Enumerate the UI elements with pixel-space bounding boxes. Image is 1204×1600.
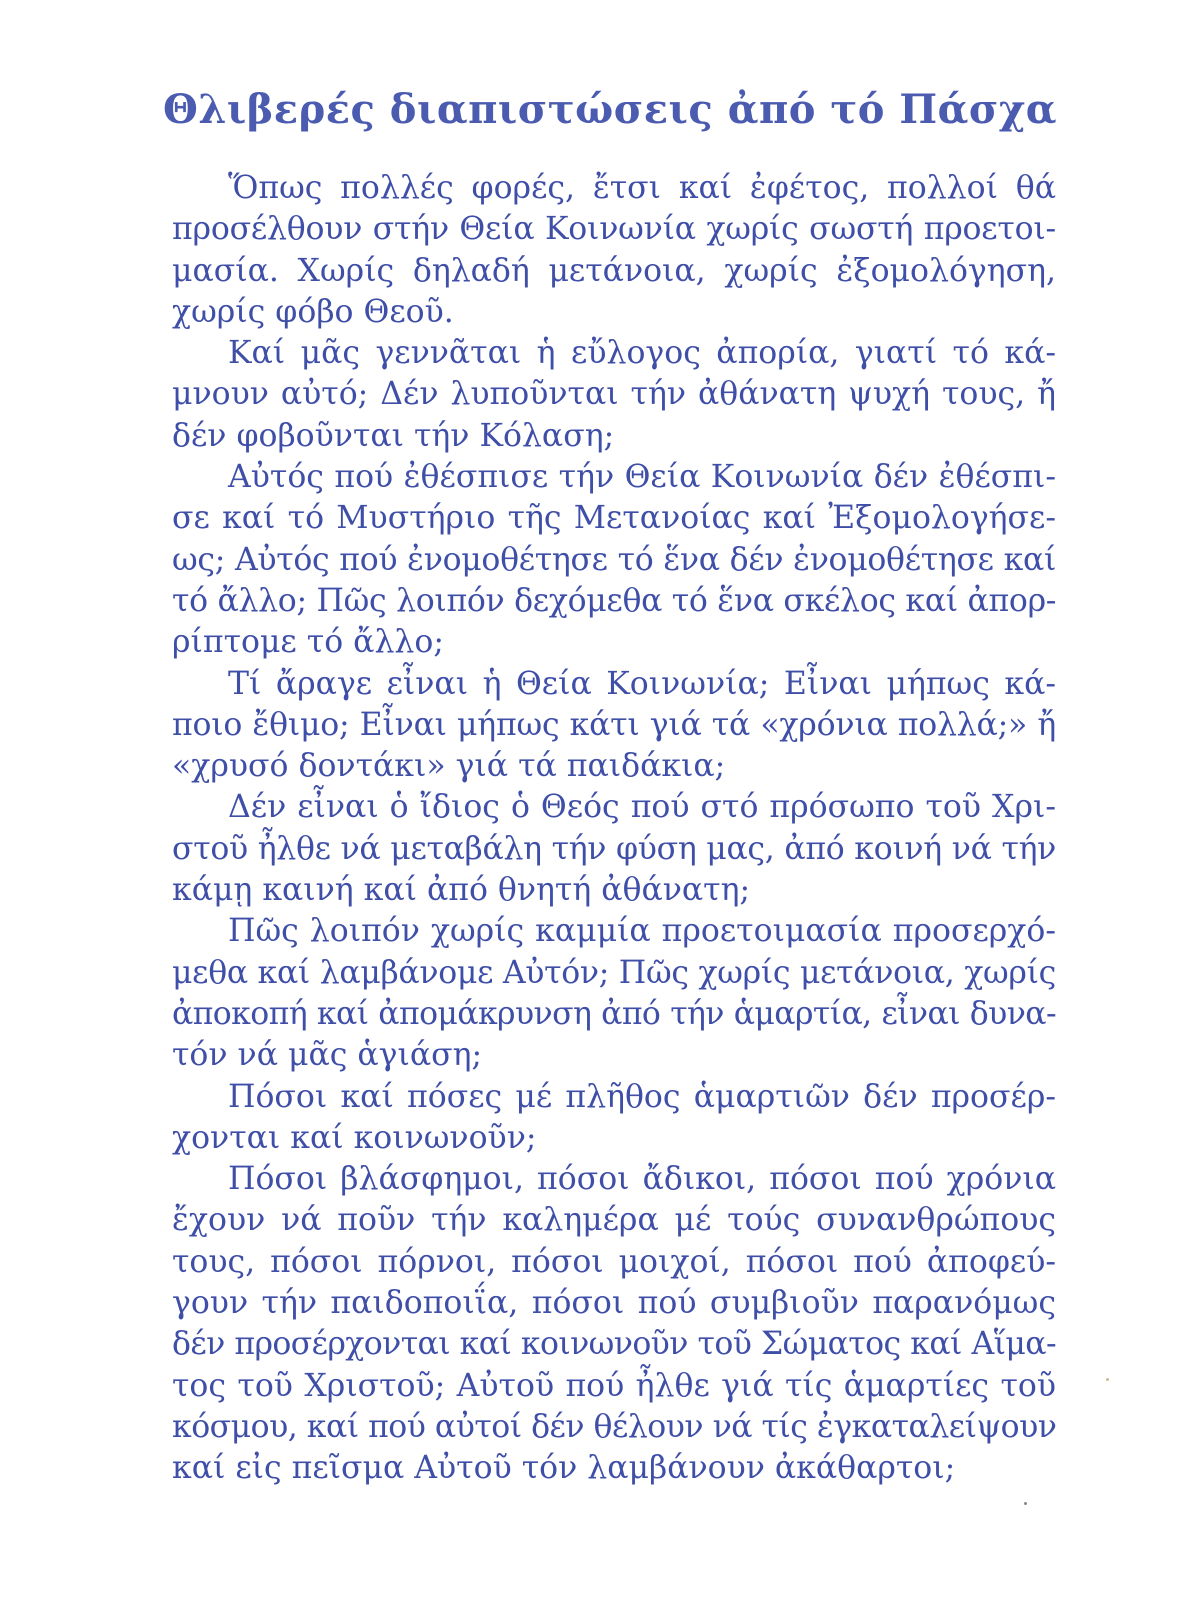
text-line: Πῶς λοιπόν χωρίς καμμία προετοιμασία προσερχό- xyxy=(228,913,1056,950)
text-line: ποιο ἔθιμο; Εἶναι μήπως κάτι γιά τά «χρόνια πολλά;» ἤ xyxy=(172,706,1056,743)
text-line: μνουν αὐτό; Δέν λυποῦνται τήν ἀθάνατη ψυχή τους, ἤ xyxy=(172,376,1056,413)
text-line: Δέν εἶναι ὁ ἴδιος ὁ Θεός πού στό πρόσωπο τοῦ Χρι- xyxy=(228,789,1056,826)
paragraph xyxy=(172,1077,1056,1160)
text-line: Ὅπως πολλές φορές, ἔτσι καί ἐφέτος, πολλοί θά xyxy=(228,170,1056,206)
paragraph xyxy=(172,1159,1056,1489)
text-line: τους, πόσοι πόρνοι, πόσοι μοιχοί, πόσοι πού ἀποφεύ- xyxy=(172,1243,1056,1280)
paragraph xyxy=(172,787,1056,911)
text-line: «χρυσό δοντάκι» γιά τά παιδάκια; xyxy=(172,748,726,785)
text-line: χονται καί κοινωνοῦν; xyxy=(172,1119,537,1156)
text-line: Καί μᾶς γεννᾶται ἡ εὔλογος ἀπορία, γιατί τό κά- xyxy=(228,335,1056,372)
text-line: δέν φοβοῦνται τήν Κόλαση; xyxy=(172,417,615,454)
article-body xyxy=(172,168,1056,1490)
text-line: Τί ἄραγε εἶναι ἡ Θεία Κοινωνία; Εἶναι μήπως κά- xyxy=(228,665,1056,702)
text-line: τό ἄλλο; Πῶς λοιπόν δεχόμεθα τό ἕνα σκέλος καί ἀπορ- xyxy=(172,582,1057,619)
text-line: στοῦ ἦλθε νά μεταβάλη τήν φύση μας, ἀπό κοινή νά τήν xyxy=(172,830,1056,867)
paper-speck xyxy=(1106,1378,1109,1381)
paper-speck xyxy=(1024,1502,1027,1505)
text-line: μεθα καί λαμβάνομε Αὐτόν; Πῶς χωρίς μετάνοια, χωρίς xyxy=(172,954,1056,991)
paragraph xyxy=(172,911,1056,1076)
text-line: Πόσοι βλάσφημοι, πόσοι ἄδικοι, πόσοι πού χρόνια xyxy=(228,1161,1056,1198)
text-line: ἀποκοπή καί ἀπομάκρυνση ἀπό τήν ἁμαρτία, εἶναι δυνα- xyxy=(172,995,1056,1032)
text-line: σε καί τό Μυστήριο τῆς Μετανοίας καί Ἐξομολογήσε- xyxy=(172,500,1056,537)
text-line: δέν προσέρχονται καί κοινωνοῦν τοῦ Σώματος καί Αἵμα- xyxy=(172,1326,1056,1363)
text-line: ἔχουν νά ποῦν τήν καλημέρα μέ τούς συνανθρώπους xyxy=(172,1202,1056,1239)
text-line: μασία. Χωρίς δηλαδή μετάνοια, χωρίς ἐξομολόγηση, xyxy=(172,252,1056,289)
text-line: Πόσοι καί πόσες μέ πλῆθος ἁμαρτιῶν δέν προσέρ- xyxy=(228,1078,1056,1115)
text-line: κάμῃ καινή καί ἀπό θνητή ἀθάνατη; xyxy=(172,872,751,909)
paragraph xyxy=(172,333,1056,457)
text-line: τος τοῦ Χριστοῦ; Αὐτοῦ πού ἦλθε γιά τίς ἁμαρτίες τοῦ xyxy=(172,1367,1056,1404)
text-line: Αὐτός πού ἐθέσπισε τήν Θεία Κοινωνία δέν ἐθέσπι- xyxy=(228,459,1056,496)
text-line: κόσμου, καί πού αὐτοί δέν θέλουν νά τίς ἐγκαταλείψουν xyxy=(172,1408,1057,1445)
page-title: Θλιβερές διαπιστώσεις ἀπό τό Πάσχα xyxy=(162,86,1058,133)
paragraph xyxy=(172,457,1056,663)
text-line: προσέλθουν στήν Θεία Κοινωνία χωρίς σωστή προετοι- xyxy=(172,211,1056,248)
text-line: ως; Αὐτός πού ἐνομοθέτησε τό ἕνα δέν ἐνομοθέτησε καί xyxy=(172,541,1056,578)
paragraph xyxy=(172,168,1056,333)
text-line: τόν νά μᾶς ἁγιάση; xyxy=(172,1037,483,1074)
text-line: γουν τήν παιδοποιΐα, πόσοι πού συμβιοῦν παρανόμως xyxy=(172,1285,1056,1322)
text-line: καί εἰς πεῖσμα Αὐτοῦ τόν λαμβάνουν ἀκάθαρτοι; xyxy=(172,1450,956,1487)
text-line: ρίπτομε τό ἄλλο; xyxy=(172,624,444,661)
text-line: χωρίς φόβο Θεοῦ. xyxy=(172,293,454,330)
paragraph xyxy=(172,664,1056,788)
